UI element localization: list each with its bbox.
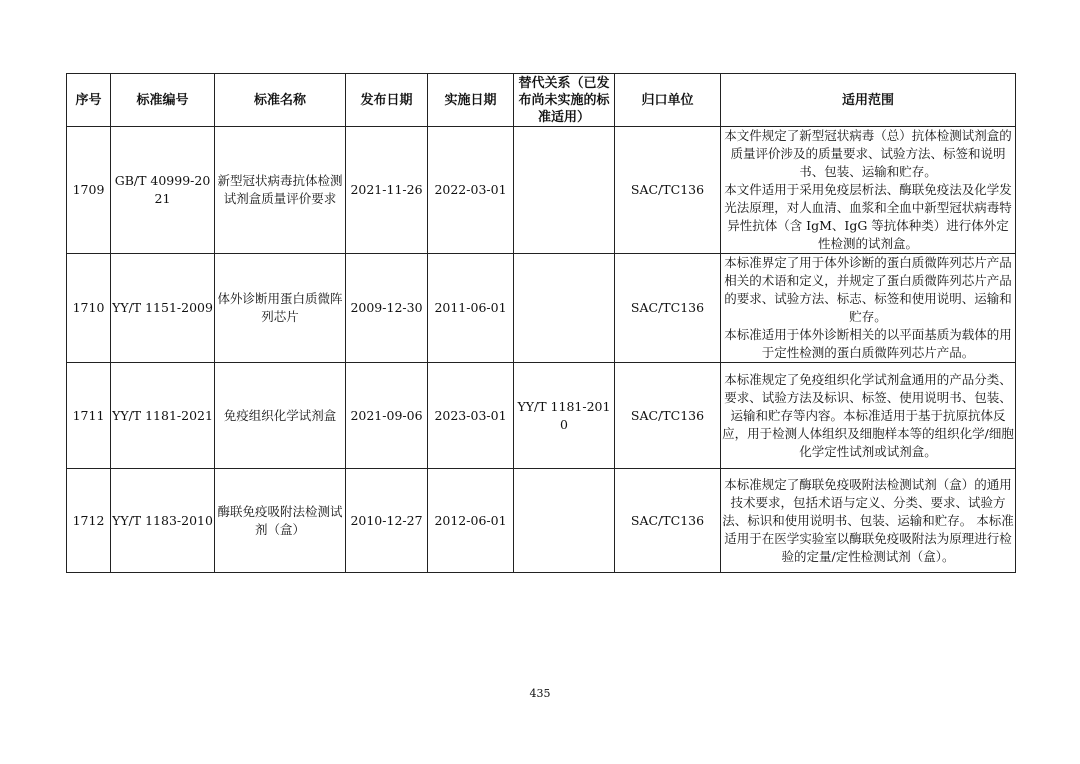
cell-name: 体外诊断用蛋白质微阵列芯片 — [215, 254, 346, 363]
table-header-row — [67, 74, 1016, 127]
cell-publish-date: 2010-12-27 — [346, 469, 428, 573]
cell-seq: 1712 — [67, 469, 111, 573]
page-number: 435 — [529, 687, 551, 700]
cell-code: GB/T 40999-2021 — [111, 127, 215, 254]
cell-name: 新型冠状病毒抗体检测试剂盒质量评价要求 — [215, 127, 346, 254]
cell-code: YY/T 1183-2010 — [111, 469, 215, 573]
table-row — [67, 469, 1016, 573]
cell-scope — [721, 363, 1016, 469]
table-row — [67, 363, 1016, 469]
scope-paragraph: 本标准适用于体外诊断相关的以平面基质为载体的用于定性检测的蛋白质微阵列芯片产品。 — [724, 327, 1012, 360]
cell-seq: 1710 — [67, 254, 111, 363]
header-name: 标准名称 — [215, 74, 346, 127]
cell-scope — [721, 469, 1016, 573]
header-scope: 适用范围 — [721, 74, 1016, 127]
cell-replace — [514, 254, 615, 363]
cell-implement-date: 2011-06-01 — [428, 254, 514, 363]
scope-paragraph: 本标准界定了用于体外诊断的蛋白质微阵列芯片产品相关的术语和定义，并规定了蛋白质微阵列芯片产品的要求、试验方法、标志、标签和使用说明、运输和贮存。 — [724, 255, 1012, 324]
cell-replace — [514, 469, 615, 573]
cell-publish-date: 2021-09-06 — [346, 363, 428, 469]
header-publish-date: 发布日期 — [346, 74, 428, 127]
table-row — [67, 127, 1016, 254]
header-unit: 归口单位 — [615, 74, 721, 127]
cell-implement-date: 2022-03-01 — [428, 127, 514, 254]
header-seq: 序号 — [67, 74, 111, 127]
scope-paragraph: 本文件规定了新型冠状病毒（总）抗体检测试剂盒的质量评价涉及的质量要求、试验方法、标签和说明书、包装、运输和贮存。 — [724, 128, 1012, 179]
table-row — [67, 254, 1016, 363]
cell-seq: 1709 — [67, 127, 111, 254]
cell-publish-date: 2021-11-26 — [346, 127, 428, 254]
cell-replace — [514, 127, 615, 254]
cell-name: 免疫组织化学试剂盒 — [215, 363, 346, 469]
cell-unit: SAC/TC136 — [615, 469, 721, 573]
cell-unit: SAC/TC136 — [615, 127, 721, 254]
cell-unit: SAC/TC136 — [615, 363, 721, 469]
scope-paragraph: 本标准规定了免疫组织化学试剂盒通用的产品分类、要求、试验方法及标识、标签、使用说明书、包装、运输和贮存等内容。本标准适用于基于抗原抗体反应，用于检测人体组织及细胞样本等的组织化学/细胞化学定性试剂或试剂盒。 — [722, 371, 1014, 459]
standards-table — [66, 73, 1016, 573]
scope-paragraph: 本文件适用于采用免疫层析法、酶联免疫法及化学发光法原理，对人血清、血浆和全血中新型冠状病毒特异性抗体（含 IgM、IgG 等抗体种类）进行体外定性检测的试剂盒。 — [724, 182, 1012, 251]
scope-paragraph: 本标准规定了酶联免疫吸附法检测试剂（盒）的通用技术要求，包括术语与定义、分类、要求、试验方法、标识和使用说明书、包装、运输和贮存。 本标准适用于在医学实验室以酶联免疫吸附法为原理进行检验的定量/定性检测试剂（盒）。 — [722, 476, 1014, 564]
header-replace: 替代关系（已发布尚未实施的标准适用） — [514, 74, 615, 127]
cell-seq: 1711 — [67, 363, 111, 469]
cell-replace: YY/T 1181-2010 — [514, 363, 615, 469]
cell-publish-date: 2009-12-30 — [346, 254, 428, 363]
cell-code: YY/T 1181-2021 — [111, 363, 215, 469]
cell-implement-date: 2023-03-01 — [428, 363, 514, 469]
cell-scope — [721, 127, 1016, 254]
cell-name: 酶联免疫吸附法检测试剂（盒） — [215, 469, 346, 573]
cell-code: YY/T 1151-2009 — [111, 254, 215, 363]
cell-unit: SAC/TC136 — [615, 254, 721, 363]
cell-implement-date: 2012-06-01 — [428, 469, 514, 573]
header-implement-date: 实施日期 — [428, 74, 514, 127]
cell-scope — [721, 254, 1016, 363]
header-code: 标准编号 — [111, 74, 215, 127]
